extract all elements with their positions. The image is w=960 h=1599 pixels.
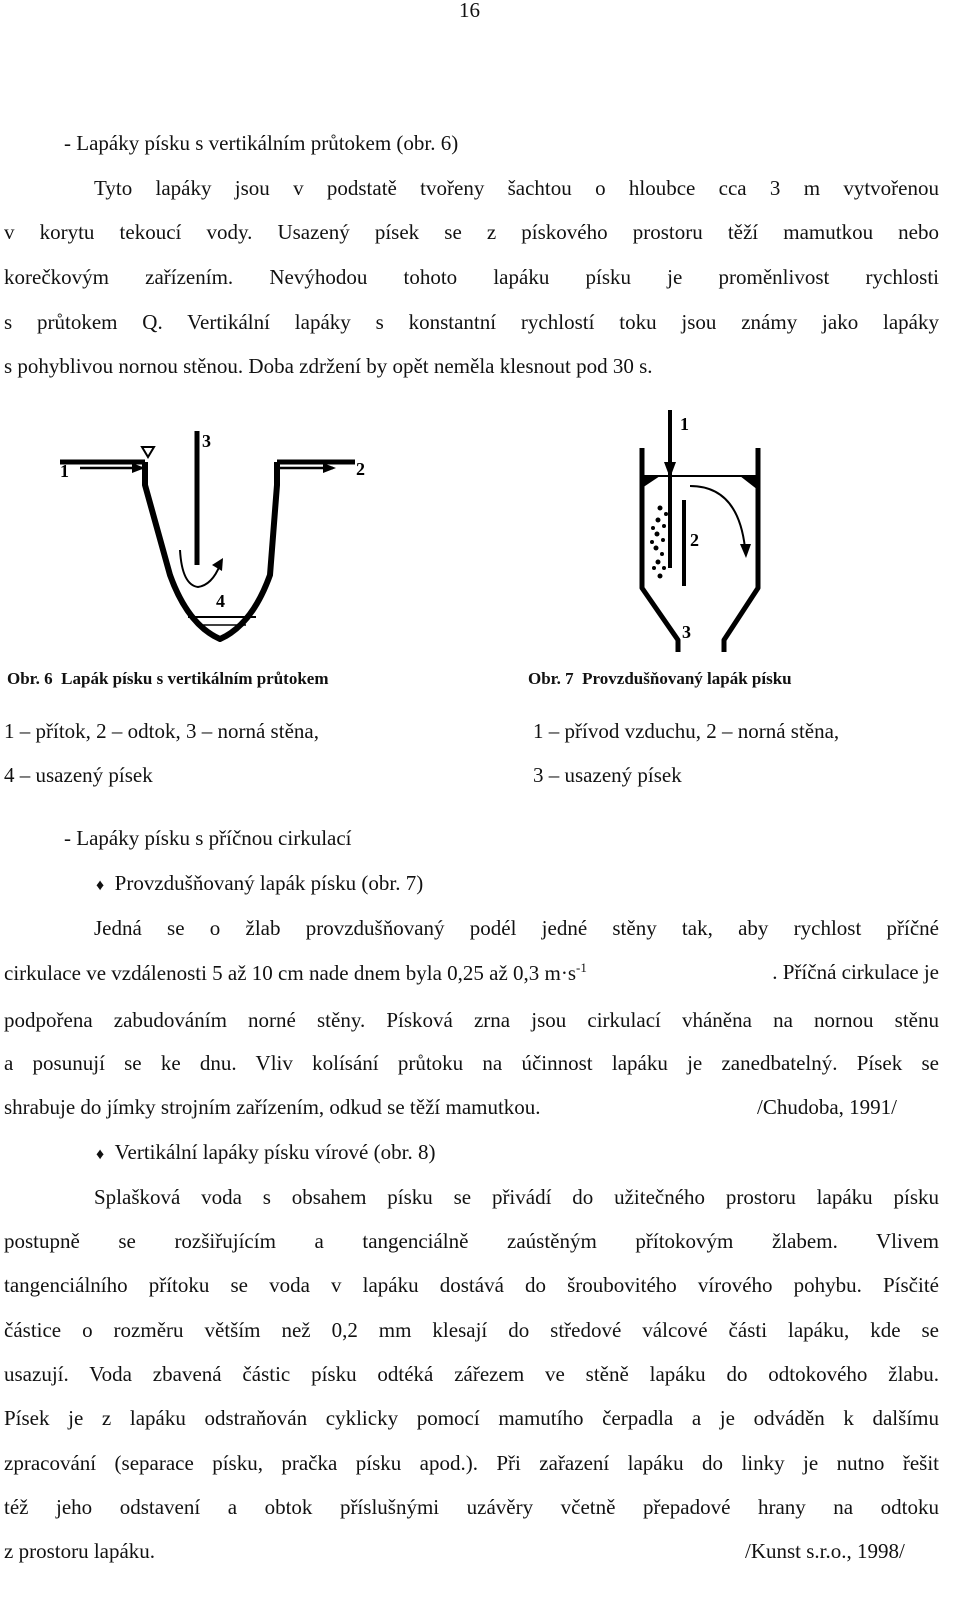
paragraph-line: z prostoru lapáku. [4,1539,156,1563]
fig6-label-4: 4 [216,591,225,611]
bullet-text: Vertikální lapáky písku vírové (obr. 8) [114,1140,436,1164]
section-heading-cross-circulation: - Lapáky písku s příčnou cirkulací [64,826,352,850]
water-level-marker [142,447,154,457]
paragraph-line: shrabuje do jímky strojním zařízením, odkud se těží mamutkou. [4,1095,541,1119]
figure-7-legend-line: 1 – přívod vzduchu, 2 – norná stěna, [533,719,840,743]
fig7-label-3: 3 [682,622,691,642]
bullet-item [96,1140,435,1165]
figure-6-diagram [50,425,390,650]
paragraph-line: usazují. Voda zbavená částic písku odtéká zářezem ve stěně lapáku do odtokového žlabu. [4,1362,939,1386]
paragraph-line: v korytu tekoucí vody. Usazený písek se z pískového prostoru těží mamutkou nebo [4,220,939,244]
caption-text: Lapák písku s vertikálním průtokem [61,669,329,688]
figure-6-legend-line: 4 – usazený písek [4,763,153,787]
line-start [4,960,587,986]
diamond-bullet-icon: ♦ [96,1146,105,1163]
caption-number: Obr. 6 [7,669,53,688]
citation: /Kunst s.r.o., 1998/ [745,1539,905,1563]
citation: /Chudoba, 1991/ [757,1095,897,1119]
paragraph-line [4,960,939,986]
flow-curve-arrow [180,550,220,587]
line-text: . Příčná cirkulace je [772,960,939,984]
figure-6-caption [7,669,329,689]
fig7-label-2: 2 [690,530,699,550]
figure-7-diagram [630,408,790,656]
caption-number: Obr. 7 [528,669,574,688]
air-bubbles [650,506,668,579]
diamond-bullet-icon: ♦ [96,877,105,894]
line-text: cirkulace ve vzdálenosti 5 až 10 cm nade dnem byla 0,25 až 0,3 m·s [4,961,577,985]
fig6-label-1: 1 [60,461,69,481]
paragraph-line: částice o rozměru větším než 0,2 mm klesají do středové válcové části lapáku, kde se [4,1318,939,1342]
fig7-label-1: 1 [680,414,689,434]
bullet-text: Provzdušňovaný lapák písku (obr. 7) [114,871,424,895]
paragraph-line: s průtokem Q. Vertikální lapáky s konstantní rychlostí toku jsou známy jako lapáky [4,310,939,334]
paragraph-line: a posunují se ke dnu. Vliv kolísání průtoku na účinnost lapáku je zanedbatelný. Písek se [4,1051,939,1075]
paragraph-line: podpořena zabudováním norné stěny. Písková zrna jsou cirkulací vháněna na nornou stěnu [4,1008,939,1032]
figure-6-legend-line: 1 – přítok, 2 – odtok, 3 – norná stěna, [4,719,319,743]
figure-7-caption [528,669,792,689]
bullet-item [96,871,423,896]
superscript: -1 [576,960,587,975]
tank-walls [642,448,758,652]
paragraph-line: zpracování (separace písku, pračka písku apod.). Při zařazení lapáku do linky je nutno řešit [4,1451,939,1475]
paragraph-line: korečkovým zařízením. Nevýhodou tohoto lapáku písku je proměnlivost rychlosti [4,265,939,289]
channel-walls [145,462,277,639]
paragraph-line: Písek je z lapáku odstraňován cyklicky pomocí mamutího čerpadla a je odváděn k dalšímu [4,1406,939,1430]
section-heading-vertical: - Lapáky písku s vertikálním průtokem (obr. 6) [64,131,459,155]
figure-7-legend-line: 3 – usazený písek [533,763,682,787]
paragraph-line: postupně se rozšiřujícím a tangenciálně zaústěným přítokovým žlabem. Vlivem [4,1229,939,1253]
fig6-label-3: 3 [202,431,211,451]
paragraph-line: též jeho odstavení a obtok příslušnými uzávěry včetně přepadové hrany na odtoku [4,1495,939,1519]
page-number: 16 [459,0,480,22]
caption-text: Provzdušňovaný lapák písku [582,669,792,688]
paragraph-line: s pohyblivou nornou stěnou. Doba zdržení by opět neměla klesnout pod 30 s. [4,354,653,378]
fig6-label-2: 2 [356,459,365,479]
paragraph-line: Splašková voda s obsahem písku se přivádí do užitečného prostoru lapáku písku [94,1185,939,1209]
paragraph-line: Tyto lapáky jsou v podstatě tvořeny šachtou o hloubce cca 3 m vytvořenou [94,176,939,200]
paragraph-line: Jedná se o žlab provzdušňovaný podél jedné stěny tak, aby rychlost příčné [94,916,939,940]
paragraph-line: tangenciálního přítoku se voda v lapáku dostává do šroubovitého vírového pohybu. Písčité [4,1273,939,1297]
